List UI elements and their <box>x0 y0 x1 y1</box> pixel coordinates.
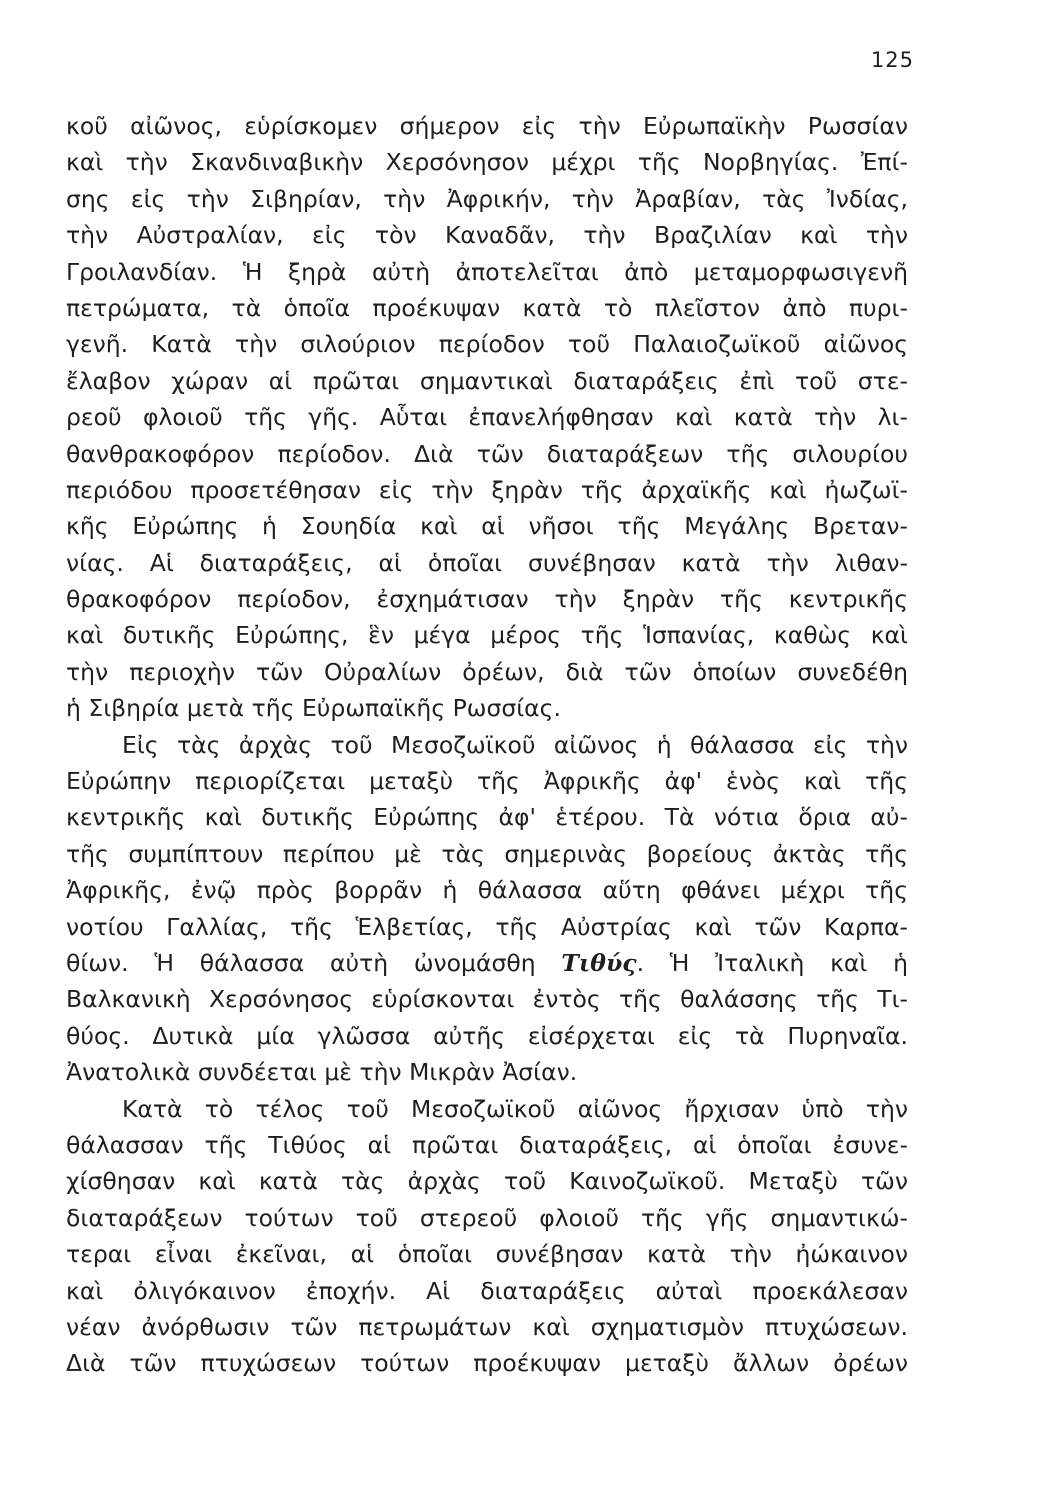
text-line: Κατὰ τὸ τέλος τοῦ Μεσοζωϊκοῦ αἰῶνος ἤρχισαν ὑπὸ τὴν <box>122 1094 908 1123</box>
text-line: τῆς συμπίπτουν περίπου μὲ τὰς σημερινὰς βορείους ἀκτὰς τῆς <box>66 839 908 868</box>
text-line: κῆς Εὐρώπης ἡ Σουηδία καὶ αἱ νῆσοι τῆς Μεγάλης Βρεταν- <box>66 512 908 541</box>
text-line: σης εἰς τὴν Σιβηρίαν, τὴν Ἀφρικήν, τὴν Ἀραβίαν, τὰς Ἰνδίας, <box>66 184 908 213</box>
text-line: ρεοῦ φλοιοῦ τῆς γῆς. Αὗται ἐπανελήφθησαν καὶ κατὰ τὴν λι- <box>66 403 908 432</box>
text-line: τεραι εἶναι ἐκεῖναι, αἱ ὁποῖαι συνέβησαν κατὰ τὴν ἠώκαινον <box>66 1240 908 1269</box>
text-line <box>66 945 908 981</box>
text-line: Εὐρώπην περιορίζεται μεταξὺ τῆς Ἀφρικῆς ἀφ' ἑνὸς καὶ τῆς <box>66 767 908 796</box>
text-line: Εἰς τὰς ἀρχὰς τοῦ Μεσοζωϊκοῦ αἰῶνος ἡ θάλασσα εἰς τὴν <box>122 730 908 759</box>
text-line: κεντρικῆς καὶ δυτικῆς Εὐρώπης ἀφ' ἑτέρου. Τὰ νότια ὅρια αὐ- <box>66 803 908 832</box>
text-line: διαταράξεων τούτων τοῦ στερεοῦ φλοιοῦ τῆς γῆς σημαντικώ- <box>66 1203 908 1232</box>
text-line: καὶ τὴν Σκανδιναβικὴν Χερσόνησον μέχρι τῆς Νορβηγίας. Ἐπί- <box>66 148 908 177</box>
text-line: Ἀνατολικὰ συνδέεται μὲ τὴν Μικρὰν Ἀσίαν. <box>66 1058 578 1087</box>
text-line: θρακοφόρον περίοδον, ἐσχημάτισαν τὴν ξηρὰν τῆς κεντρικῆς <box>66 585 908 614</box>
text-line: θύος. Δυτικὰ μία γλῶσσα αὐτῆς εἰσέρχεται εἰς τὰ Πυρηναῖα. <box>66 1021 908 1050</box>
text-line: πετρώματα, τὰ ὁποῖα προέκυψαν κατὰ τὸ πλεῖστον ἀπὸ πυρι- <box>66 293 908 322</box>
text-line: νέαν ἀνόρθωσιν τῶν πετρωμάτων καὶ σχηματισμὸν πτυχώσεων. <box>66 1312 908 1341</box>
text-line: Ἀφρικῆς, ἐνῷ πρὸς βορρᾶν ἡ θάλασσα αὕτη φθάνει μέχρι τῆς <box>66 876 908 905</box>
text-line: Γροιλανδίαν. Ἡ ξηρὰ αὐτὴ ἀποτελεῖται ἀπὸ μεταμορφωσιγενῆ <box>66 257 908 286</box>
body-text <box>66 108 908 1382</box>
text-segment: θίων. Ἡ θάλασσα αὐτὴ ὠνομάσθη <box>66 948 562 977</box>
text-line: τὴν Αὐστραλίαν, εἰς τὸν Καναδᾶν, τὴν Βραζιλίαν καὶ τὴν <box>66 221 908 250</box>
text-line: νοτίου Γαλλίας, τῆς Ἑλβετίας, τῆς Αὐστρίας καὶ τῶν Καρπα- <box>66 912 908 941</box>
text-line: Βαλκανικὴ Χερσόνησος εὑρίσκονται ἐντὸς τῆς θαλάσσης τῆς Τι- <box>66 985 908 1014</box>
page-number: 125 <box>870 48 914 72</box>
text-line: νίας. Αἱ διαταράξεις, αἱ ὁποῖαι συνέβησαν κατὰ τὴν λιθαν- <box>66 548 908 577</box>
emphasized-term: Τιθύς <box>561 948 637 977</box>
text-line: καὶ δυτικῆς Εὐρώπης, ἓν μέγα μέρος τῆς Ἱσπανίας, καθὼς καὶ <box>66 621 908 650</box>
text-line: Διὰ τῶν πτυχώσεων τούτων προέκυψαν μεταξὺ ἄλλων ὀρέων <box>66 1349 908 1378</box>
text-line: ἡ Σιβηρία μετὰ τῆς Εὐρωπαϊκῆς Ρωσσίας. <box>66 694 561 723</box>
text-line: θάλασσαν τῆς Τιθύος αἱ πρῶται διαταράξεις, αἱ ὁποῖαι ἐσυνε- <box>66 1130 908 1159</box>
text-line: γενῆ. Κατὰ τὴν σιλούριον περίοδον τοῦ Παλαιοζωϊκοῦ αἰῶνος <box>66 330 908 359</box>
text-line: περιόδου προσετέθησαν εἰς τὴν ξηρὰν τῆς ἀρχαϊκῆς καὶ ἠωζωϊ- <box>66 475 908 504</box>
text-line: ἔλαβον χώραν αἱ πρῶται σημαντικαὶ διαταράξεις ἐπὶ τοῦ στε- <box>66 366 908 395</box>
text-segment: . Ἡ Ἰταλικὴ καὶ ἡ <box>636 948 908 977</box>
text-line: χίσθησαν καὶ κατὰ τὰς ἀρχὰς τοῦ Καινοζωϊκοῦ. Μεταξὺ τῶν <box>66 1167 908 1196</box>
text-line: θανθρακοφόρον περίοδον. Διὰ τῶν διαταράξεων τῆς σιλουρίου <box>66 439 908 468</box>
text-line: κοῦ αἰῶνος, εὑρίσκομεν σήμερον εἰς τὴν Εὐρωπαϊκὴν Ρωσσίαν <box>66 112 908 140</box>
text-line: καὶ ὀλιγόκαινον ἐποχήν. Αἱ διαταράξεις αὐταὶ προεκάλεσαν <box>66 1276 908 1305</box>
text-line: τὴν περιοχὴν τῶν Οὐραλίων ὀρέων, διὰ τῶν ὁποίων συνεδέθη <box>66 657 908 686</box>
